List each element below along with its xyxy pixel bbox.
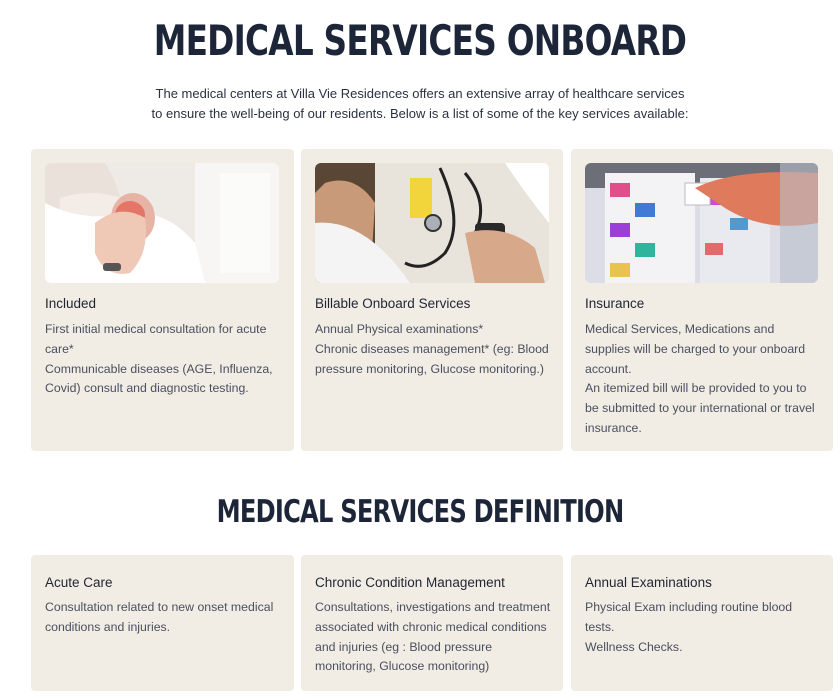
definition-title: Chronic Condition Management xyxy=(315,575,505,590)
service-card-included xyxy=(31,149,294,451)
definition-card-acute-care xyxy=(31,555,294,691)
intro-text: The medical centers at Villa Vie Residences offers an extensive array of healthcare services to ensure the well-being of our residents. Below is a list of some of the key services available: xyxy=(151,86,689,121)
definition-description: Consultation related to new onset medical conditions and injuries. xyxy=(45,600,274,634)
section-title: MEDICAL SERVICES DEFINITION xyxy=(216,494,624,530)
service-title: Billable Onboard Services xyxy=(315,296,471,311)
blood-pressure-photo xyxy=(315,163,549,283)
chest-pain-photo xyxy=(45,163,279,283)
definition-description: Physical Exam including routine blood tests. Wellness Checks. xyxy=(585,600,793,654)
service-description: First initial medical consultation for acute care* Communicable diseases (AGE, Influenza, Covid) consult and diagnostic testing. xyxy=(45,322,273,396)
service-title: Insurance xyxy=(585,296,645,311)
page-title: MEDICAL SERVICES ONBOARD xyxy=(153,16,687,65)
definition-title: Acute Care xyxy=(45,575,113,590)
definition-description: Consultations, investigations and treatment associated with chronic medical conditions and injuries (eg : Blood pressure monitoring, Glucose monitoring) xyxy=(315,600,551,674)
definition-card-chronic-condition xyxy=(301,555,563,691)
service-card-insurance xyxy=(571,149,833,451)
definition-card-annual-exams xyxy=(571,555,833,691)
service-description: Medical Services, Medications and supplies will be charged to your onboard account. An itemized bill will be provided to you to be submitted to your international or travel insurance. xyxy=(585,322,815,435)
definition-title: Annual Examinations xyxy=(585,575,712,590)
service-description: Annual Physical examinations* Chronic diseases management* (eg: Blood pressure monitoring, Glucose monitoring.) xyxy=(315,322,549,376)
service-card-billable xyxy=(301,149,563,451)
pharmacy-shelf-photo xyxy=(585,163,818,283)
service-title: Included xyxy=(45,296,97,311)
